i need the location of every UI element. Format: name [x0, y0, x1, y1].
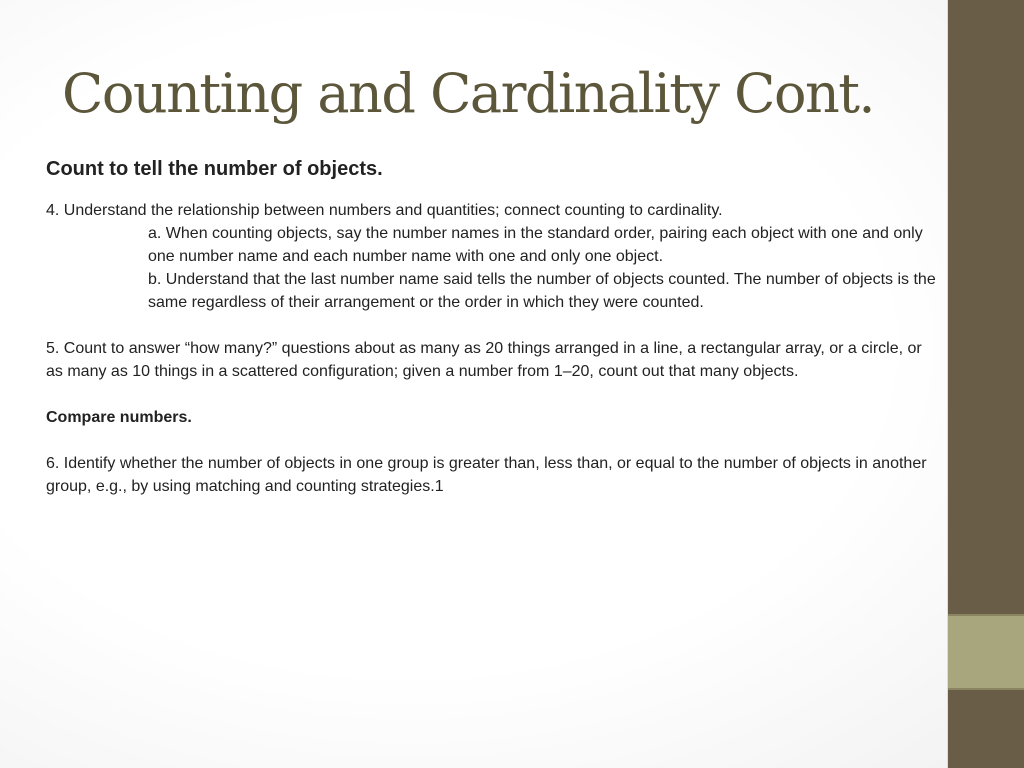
standard-5: 5. Count to answer “how many?” questions about as many as 20 things arranged in a line, a rectangular array, or a circle, or as many as 10 things in a scattered configuration; given a number from 1–20, count out that many objects.	[46, 340, 922, 380]
section-heading-compare: Compare numbers.	[46, 409, 192, 426]
standard-6: 6. Identify whether the number of objects in one group is greater than, less than, or equal to the number of objects in another group, e.g., by using matching and counting strategies.1	[46, 455, 927, 495]
standard-4a: a. When counting objects, say the number names in the standard order, pairing each object with one and only one number name and each number name with one and only one object.	[148, 225, 923, 265]
slide-title: Counting and Cardinality Cont.	[62, 62, 875, 125]
standard-4: 4. Understand the relationship between numbers and quantities; connect counting to cardinality.	[46, 202, 723, 219]
standard-4b: b. Understand that the last number name said tells the number of objects counted. The number of objects is the same regardless of their arrangement or the order in which they were counted.	[148, 271, 936, 311]
decorative-sidebar	[947, 0, 1024, 768]
section-heading-count: Count to tell the number of objects.	[46, 158, 383, 180]
sidebar-accent-block	[948, 614, 1024, 690]
slide-body	[46, 155, 936, 498]
